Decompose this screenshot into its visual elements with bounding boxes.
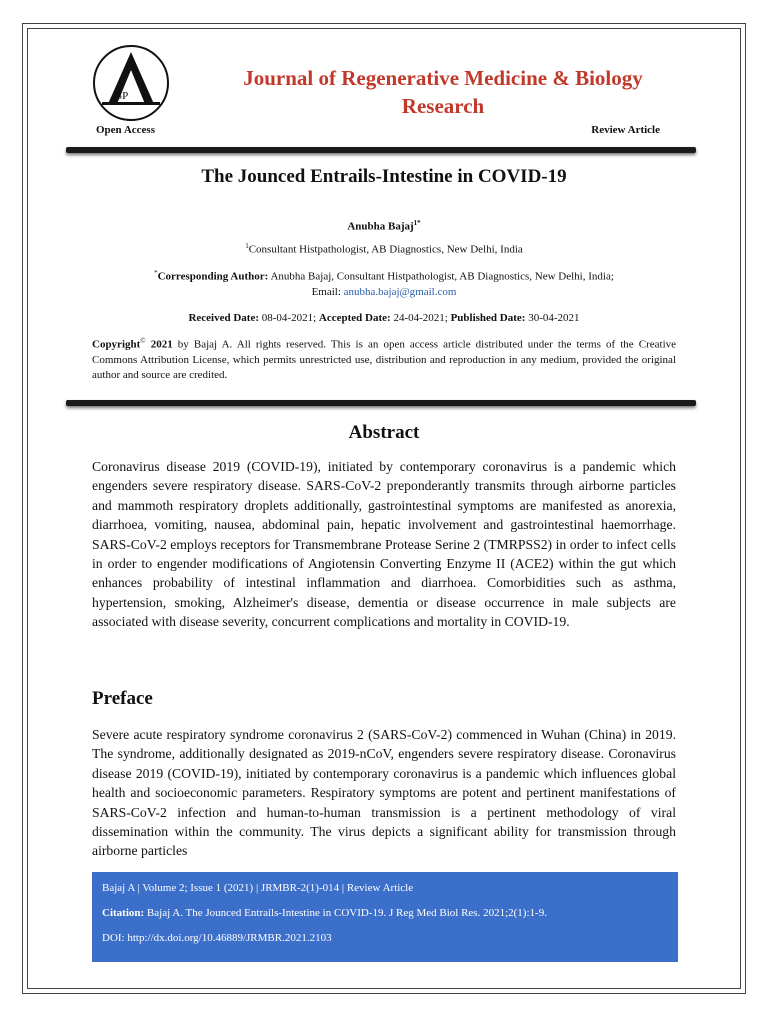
abstract-heading: Abstract <box>348 422 420 443</box>
journal-logo <box>92 44 170 122</box>
accepted-label: Accepted Date: <box>318 312 391 324</box>
copyright-notice <box>92 334 676 383</box>
preface-text: Severe acute respiratory syndrome coronavirus 2 (SARS-CoV-2) commenced in Wuhan (China) in 2019. The syndrome, additionally designated as 2019-nCoV, engenders severe respiratory disease. Coronavirus disease 2019 (COVID-19), initiated by contemporary coronavirus is a pandemic which influences global health and socioeconomic parameters. Respiratory symptoms are potent and pertinent manifestations of SARS-CoV-2 infection and human-to-human transmission is a pertinent methodology of viral dissemination within the community. The virus depicts a significant ability for transmission through airborne particles <box>92 727 676 859</box>
article-type-label: Review Article <box>591 124 660 136</box>
affiliation-text: Consultant Histpathologist, AB Diagnostics, New Delhi, India <box>248 243 523 256</box>
email-link[interactable]: anubha.bajaj@gmail.com <box>343 285 457 298</box>
received-label: Received Date: <box>188 312 260 324</box>
corresponding-text: Anubha Bajaj, Consultant Histpathologist, AB Diagnostics, New Delhi, India; <box>270 270 614 283</box>
received-date: 08-04-2021; <box>261 312 317 324</box>
journal-title: Journal of Regenerative Medicine & Biology Research <box>243 66 643 118</box>
author-sup: 1* <box>413 219 421 227</box>
published-label: Published Date: <box>450 312 526 324</box>
abstract-text: Coronavirus disease 2019 (COVID-19), initiated by contemporary coronavirus is a pandemic which engenders severe respiratory disease. SARS-CoV-2 preponderantly transmits through airborne particles and mammoth respiratory droplets additionally, gastrointestinal symptoms are manifested as anorexia, diarrhoea, vomiting, nausea, abdominal pain, hepatic involvement and gastrointestinal haemorrhage. SARS-CoV-2 employs receptors for Transmembrane Protease Serine 2 (TMRPSS2) in order to infect cells in order to engender modifications of Angiotensin Converting Enzyme II (ACE2) within the gut which enhances probability of intestinal inflammation and diarrhoea. Comorbidities such as asthma, hypertension, smoking, Alzheimer's disease, dementia or disease occurrence in male subjects are associated with disease severity, concurrent complications and mortality in COVID-19. <box>92 459 676 630</box>
paper-title: The Jounced Entrails-Intestine in COVID-19 <box>201 166 567 187</box>
copyright-sup: © <box>140 337 146 345</box>
author-line <box>92 219 676 233</box>
email-label: Email: <box>311 285 341 298</box>
header-divider <box>66 147 696 153</box>
copyright-text: by Bajaj A. All rights reserved. This is an open access article distributed under the terms of the Creative Commons Attribution License, which permits unrestricted use, distribution and reproduction in any medium, provided the original author and source are credited. <box>92 338 677 381</box>
footer-doi-line[interactable]: DOI: http://dx.doi.org/10.46889/JRMBR.2021.2103 <box>102 932 332 944</box>
accepted-date: 24-04-2021; <box>393 312 448 324</box>
corresponding-sup: * <box>154 269 158 277</box>
open-access-label: Open Access <box>96 124 155 136</box>
dates-line <box>92 312 676 324</box>
preface-heading: Preface <box>92 688 153 709</box>
copyright-label: Copyright <box>92 338 141 351</box>
footer-citation-line <box>102 907 547 919</box>
affiliation-sup: 1 <box>245 242 249 250</box>
published-date: 30-04-2021 <box>528 312 580 324</box>
corresponding-label: Corresponding Author: <box>157 270 269 283</box>
citation-text: Bajaj A. The Jounced Entrails-Intestine in COVID-19. J Reg Med Biol Res. 2021;2(1):1-9. <box>146 907 547 919</box>
corresponding-author <box>92 266 676 300</box>
footer-volume-line: Bajaj A | Volume 2; Issue 1 (2021) | JRMBR-2(1)-014 | Review Article <box>102 882 414 894</box>
citation-label: Citation: <box>102 907 145 919</box>
copyright-year: 2021 <box>150 338 173 351</box>
section-divider <box>66 400 696 406</box>
logo-letters: SP <box>116 90 129 102</box>
author-name: Anubha Bajaj <box>347 220 414 233</box>
affiliation-line <box>92 242 676 256</box>
footer-box <box>92 872 678 962</box>
